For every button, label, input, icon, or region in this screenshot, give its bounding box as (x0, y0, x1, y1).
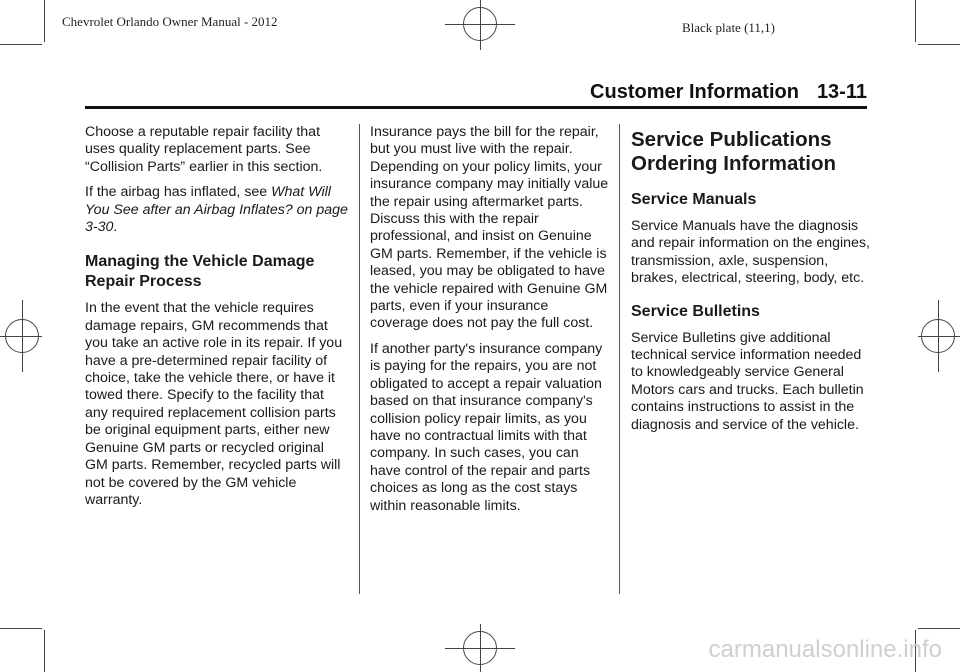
crop-mark (0, 44, 42, 45)
paragraph: In the event that the vehicle requires damage repairs, GM recommends that you take an active role in its repair. If you have a pre-determined repair facility of choice, take the vehicle there, or have it towed there. Specify to the facility that any required replacement collision parts be original equipment parts, either new Genuine GM parts or recycled original GM parts. Remember, recycled parts will not be covered by the GM vehicle warranty. (85, 300, 343, 508)
paragraph: Insurance pays the bill for the repair, but you must live with the repair. Depending on your policy limits, your insurance company may initially value the repair using aftermarket parts. Discuss this with the repair professional, and insist on Genuine GM parts. Remember, if the vehicle is leased, you may be obligated to have the vehicle repaired with Genuine GM parts, even if your insurance coverage does not pay the full cost. (370, 124, 609, 332)
paragraph: Choose a reputable repair facility that uses quality replacement parts. See “Collision Parts” earlier in this section. (85, 124, 323, 175)
registration-circle (921, 319, 955, 353)
crop-mark (44, 0, 45, 42)
subheading-manuals: Service Manuals (631, 191, 757, 208)
crop-mark (44, 630, 45, 672)
column-3 (631, 124, 871, 442)
header-rule (85, 106, 867, 109)
slug-left: Chevrolet Orlando Owner Manual - 2012 (62, 14, 278, 29)
subheading-bulletins: Service Bulletins (631, 302, 760, 320)
crop-mark (918, 628, 960, 629)
column-divider (359, 124, 360, 594)
paragraph: If another party's insurance company is paying for the repairs, you are not obligated to accept a repair valuation based on that insurance company's collision policy repair limits, as you have no contractual limits with that company. In such cases, you can have control of the repair and parts choices as long as the cost stays within reasonable limits. (370, 340, 603, 514)
running-header (590, 81, 867, 104)
paragraph: Service Bulletins give additional technical service information needed to knowledgeably service General Motors cars and trucks. Each bulletin contains instructions to assist in the diagnosis and service of the vehicle. (631, 329, 864, 433)
section-title: Customer Information (590, 81, 799, 103)
registration-circle (463, 7, 497, 41)
cross-reference-link[interactable]: What Will You See after an Airbag Inflates? on page 3-30 (85, 184, 348, 236)
registration-circle (5, 319, 39, 353)
slug-right: Black plate (11,1) (681, 20, 775, 35)
main-heading: Service Publications Ordering Information (631, 128, 836, 175)
watermark: carmanualsonline.info (708, 636, 942, 663)
paragraph (85, 184, 350, 236)
crop-mark (915, 0, 916, 42)
text: . (113, 219, 118, 236)
text: If the airbag has inflated, see (85, 184, 272, 201)
crop-mark (0, 628, 42, 629)
column-1 (85, 124, 350, 517)
paragraph: Service Manuals have the diagnosis and repair information on the engines, transmission, axle, suspension, brakes, electrical, steering, body, etc. (631, 218, 870, 287)
column-2 (370, 124, 610, 523)
registration-circle (463, 631, 497, 665)
page-number: 13-11 (816, 81, 867, 103)
column-divider (619, 124, 620, 594)
crop-mark (918, 44, 960, 45)
section-heading: Managing the Vehicle Damage Repair Process (85, 253, 315, 291)
